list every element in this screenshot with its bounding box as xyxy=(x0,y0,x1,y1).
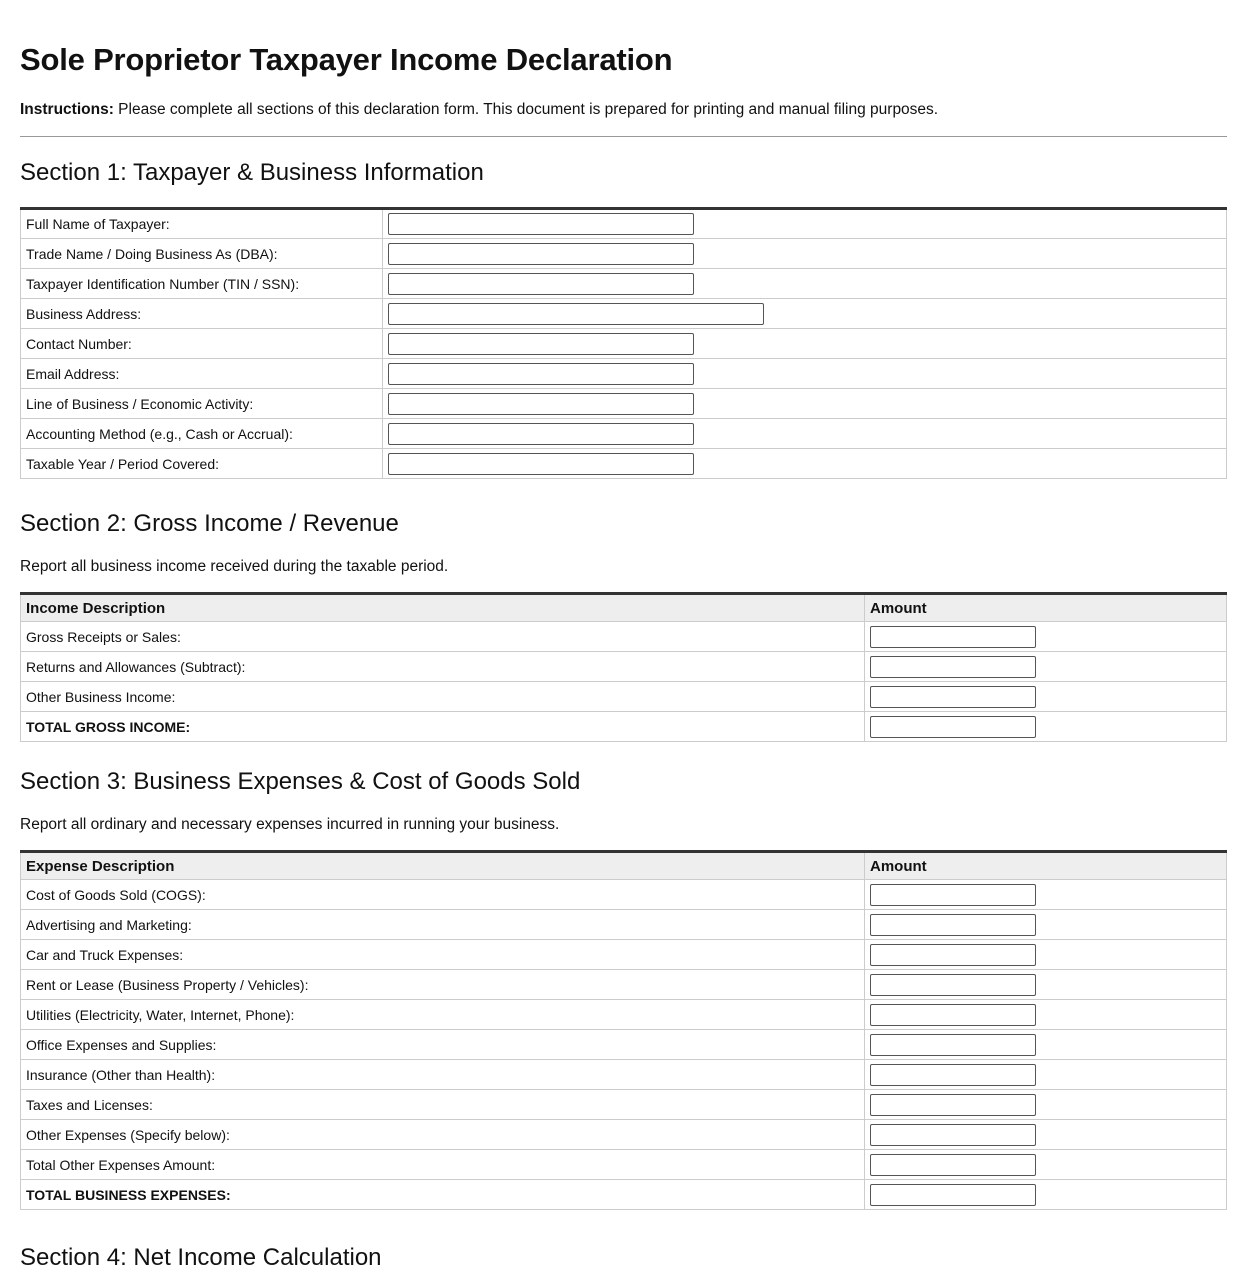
table-row xyxy=(21,1150,1227,1180)
insurance-amount-input[interactable] xyxy=(870,1064,1036,1086)
other-expenses-amount-input[interactable] xyxy=(870,1124,1036,1146)
table-row xyxy=(21,1000,1227,1030)
income-label: Gross Receipts or Sales: xyxy=(21,622,865,652)
expenses-table xyxy=(20,850,1227,1210)
table-row xyxy=(21,910,1227,940)
field-label: Business Address: xyxy=(21,299,383,329)
total-other-expenses-amount-input[interactable] xyxy=(870,1154,1036,1176)
expense-label: Taxes and Licenses: xyxy=(21,1090,865,1120)
trade-name-input[interactable] xyxy=(388,243,694,265)
section-1-heading: Section 1: Taxpayer & Business Information xyxy=(20,159,484,186)
table-header-row xyxy=(21,852,1227,880)
office-expenses-amount-input[interactable] xyxy=(870,1034,1036,1056)
field-label: Taxpayer Identification Number (TIN / SSN): xyxy=(21,269,383,299)
email-input[interactable] xyxy=(388,363,694,385)
total-business-expenses-input[interactable] xyxy=(870,1184,1036,1206)
expense-label: Office Expenses and Supplies: xyxy=(21,1030,865,1060)
table-row xyxy=(21,1120,1227,1150)
income-label: Returns and Allowances (Subtract): xyxy=(21,652,865,682)
total-gross-income-label: TOTAL GROSS INCOME: xyxy=(21,712,865,742)
business-address-input[interactable] xyxy=(388,303,764,325)
instructions-text: Please complete all sections of this declaration form. This document is prepared for printing and manual filing purposes. xyxy=(113,101,939,118)
table-row xyxy=(21,682,1227,712)
gross-income-table xyxy=(20,592,1227,742)
expense-label: Total Other Expenses Amount: xyxy=(21,1150,865,1180)
car-truck-amount-input[interactable] xyxy=(870,944,1036,966)
total-gross-income-input[interactable] xyxy=(870,716,1036,738)
column-header-description: Expense Description xyxy=(21,852,865,880)
table-row xyxy=(21,880,1227,910)
field-label: Taxable Year / Period Covered: xyxy=(21,449,383,479)
utilities-amount-input[interactable] xyxy=(870,1004,1036,1026)
taxpayer-info-table xyxy=(20,207,1227,479)
total-business-expenses-label: TOTAL BUSINESS EXPENSES: xyxy=(21,1180,865,1210)
table-row xyxy=(21,359,1227,389)
header-divider xyxy=(20,136,1227,137)
expense-label: Rent or Lease (Business Property / Vehicles): xyxy=(21,970,865,1000)
table-row xyxy=(21,1030,1227,1060)
expense-label: Insurance (Other than Health): xyxy=(21,1060,865,1090)
contact-number-input[interactable] xyxy=(388,333,694,355)
expense-label: Car and Truck Expenses: xyxy=(21,940,865,970)
field-label: Line of Business / Economic Activity: xyxy=(21,389,383,419)
expense-label: Other Expenses (Specify below): xyxy=(21,1120,865,1150)
table-row-total xyxy=(21,712,1227,742)
rent-lease-amount-input[interactable] xyxy=(870,974,1036,996)
expense-label: Cost of Goods Sold (COGS): xyxy=(21,880,865,910)
returns-allowances-amount-input[interactable] xyxy=(870,656,1036,678)
table-row xyxy=(21,1060,1227,1090)
table-row xyxy=(21,622,1227,652)
table-row xyxy=(21,1090,1227,1120)
section-2-description: Report all business income received during the taxable period. xyxy=(20,558,449,575)
expense-label: Advertising and Marketing: xyxy=(21,910,865,940)
column-header-amount: Amount xyxy=(865,852,1227,880)
instructions-label: Instructions: xyxy=(20,101,114,118)
section-3-heading: Section 3: Business Expenses & Cost of Goods Sold xyxy=(20,768,581,795)
cogs-amount-input[interactable] xyxy=(870,884,1036,906)
other-income-amount-input[interactable] xyxy=(870,686,1036,708)
page-title: Sole Proprietor Taxpayer Income Declaration xyxy=(20,42,673,77)
field-label: Trade Name / Doing Business As (DBA): xyxy=(21,239,383,269)
full-name-input[interactable] xyxy=(388,213,694,235)
column-header-amount: Amount xyxy=(865,594,1227,622)
table-row xyxy=(21,209,1227,239)
expense-label: Utilities (Electricity, Water, Internet, Phone): xyxy=(21,1000,865,1030)
section-2-heading: Section 2: Gross Income / Revenue xyxy=(20,510,399,537)
field-label: Full Name of Taxpayer: xyxy=(21,209,383,239)
taxable-year-input[interactable] xyxy=(388,453,694,475)
tin-input[interactable] xyxy=(388,273,694,295)
section-3-description: Report all ordinary and necessary expenses incurred in running your business. xyxy=(20,816,560,833)
table-row xyxy=(21,940,1227,970)
advertising-amount-input[interactable] xyxy=(870,914,1036,936)
field-label: Email Address: xyxy=(21,359,383,389)
table-row xyxy=(21,449,1227,479)
table-row xyxy=(21,239,1227,269)
line-of-business-input[interactable] xyxy=(388,393,694,415)
income-label: Other Business Income: xyxy=(21,682,865,712)
table-row xyxy=(21,269,1227,299)
table-row xyxy=(21,970,1227,1000)
gross-receipts-amount-input[interactable] xyxy=(870,626,1036,648)
table-row-total xyxy=(21,1180,1227,1210)
table-row xyxy=(21,329,1227,359)
instructions xyxy=(20,100,938,120)
table-row xyxy=(21,389,1227,419)
table-row xyxy=(21,652,1227,682)
table-header-row xyxy=(21,594,1227,622)
accounting-method-input[interactable] xyxy=(388,423,694,445)
section-4-heading: Section 4: Net Income Calculation xyxy=(20,1244,382,1271)
table-row xyxy=(21,419,1227,449)
table-row xyxy=(21,299,1227,329)
column-header-description: Income Description xyxy=(21,594,865,622)
taxes-licenses-amount-input[interactable] xyxy=(870,1094,1036,1116)
field-label: Accounting Method (e.g., Cash or Accrual): xyxy=(21,419,383,449)
field-label: Contact Number: xyxy=(21,329,383,359)
